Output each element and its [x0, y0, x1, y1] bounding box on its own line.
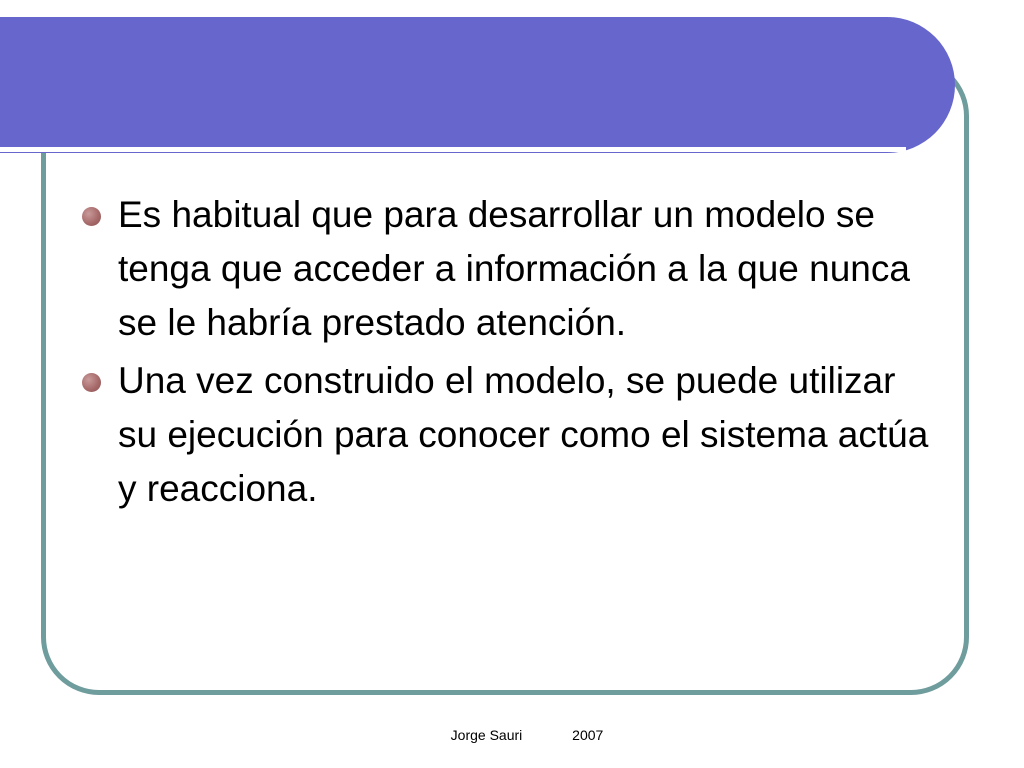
bullet-list [82, 188, 942, 520]
footer [0, 727, 1024, 743]
bullet-item [82, 354, 942, 516]
title-bar [0, 17, 955, 153]
bullet-dot-icon [82, 207, 101, 226]
bullet-text: Una vez construido el modelo, se puede utilizar su ejecución para conocer como el sistema actúa y reacciona. [118, 360, 929, 509]
bullet-dot-icon [82, 373, 101, 392]
footer-author: Jorge Sauri [450, 727, 523, 743]
bullet-item [82, 188, 942, 350]
title-bar-divider [0, 147, 906, 152]
footer-year: 2007 [572, 727, 604, 743]
bullet-text: Es habitual que para desarrollar un modelo se tenga que acceder a información a la que nunca se le habría prestado atención. [118, 194, 910, 343]
